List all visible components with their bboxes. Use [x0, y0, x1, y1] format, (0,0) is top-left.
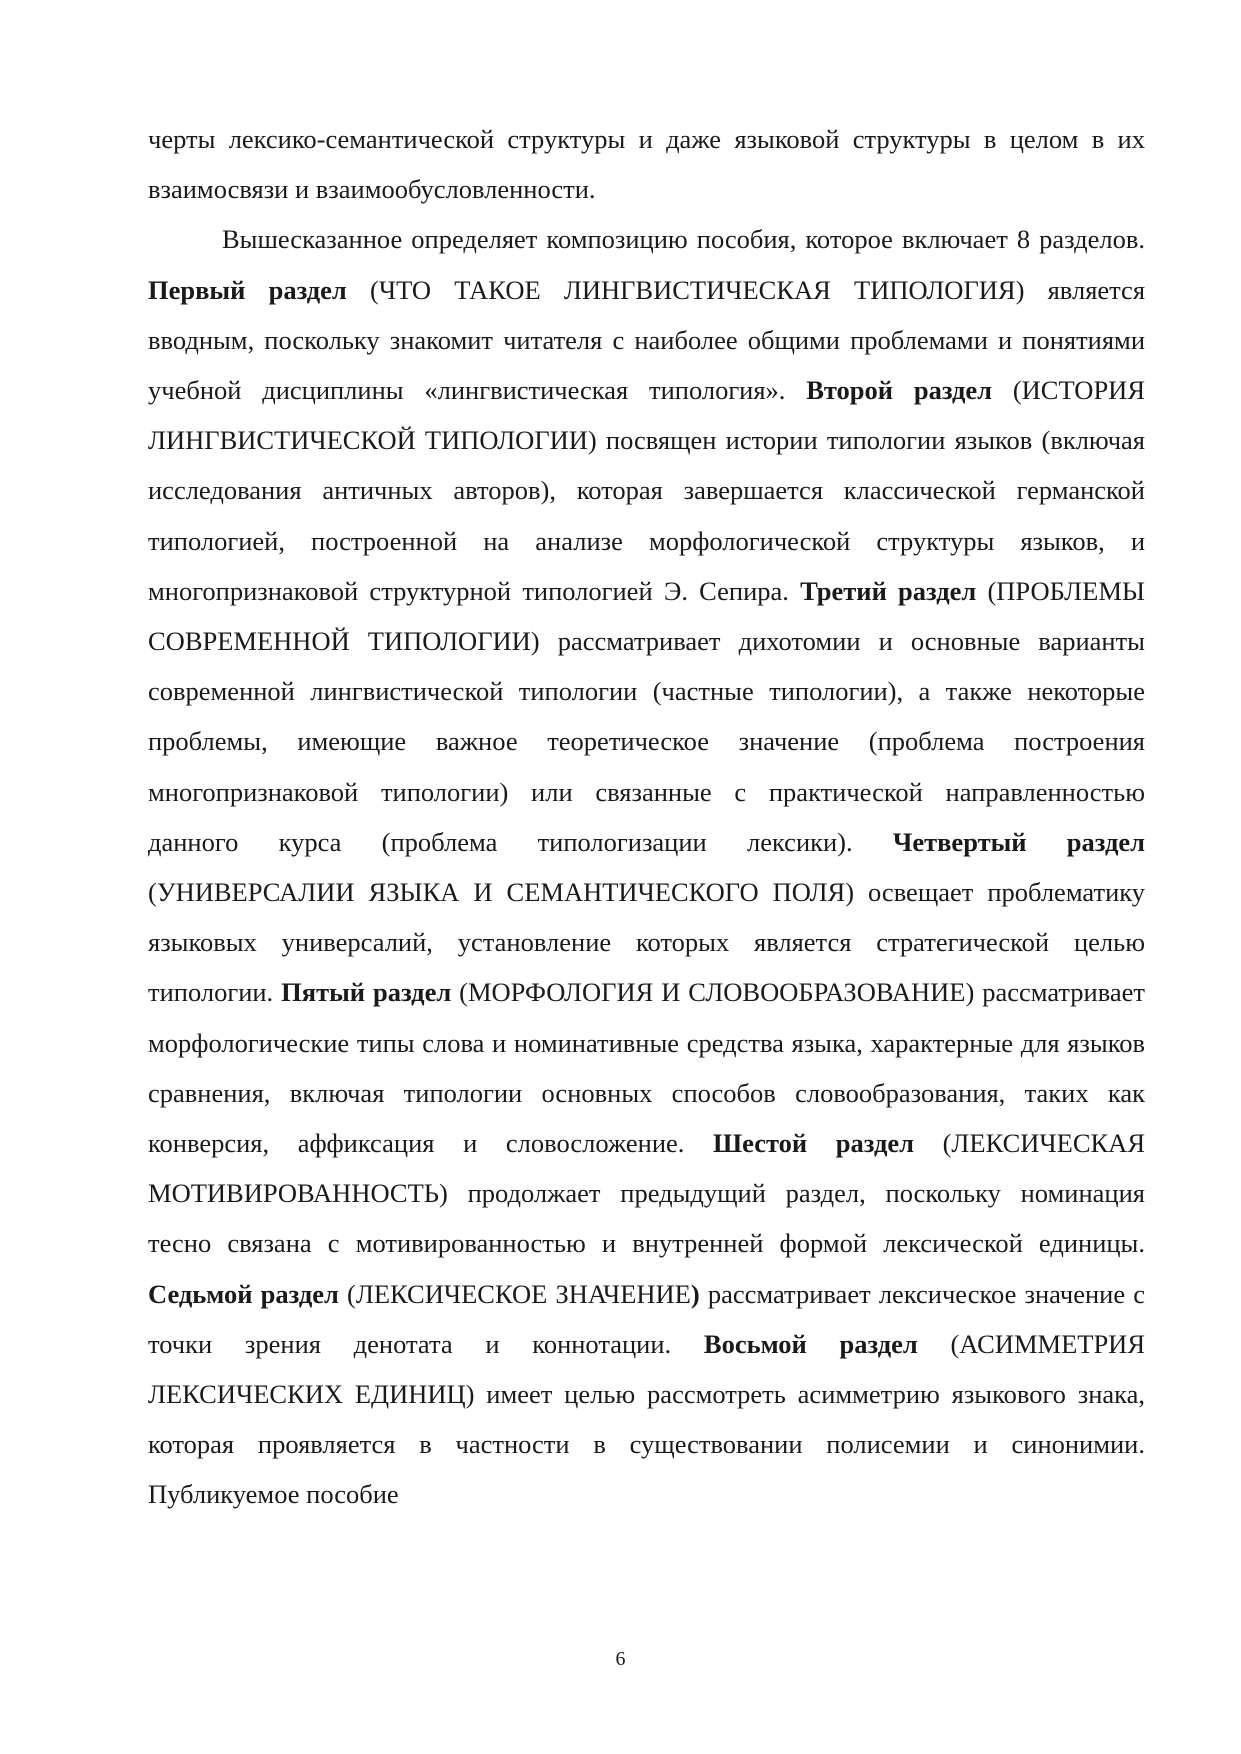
section-7-text-continued: рассматривает лексическое значение с точки зрения денотата и коннотации.	[148, 1278, 1146, 1359]
section-5-label: Пятый раздел	[281, 977, 452, 1008]
section-6-text: (ЛЕКСИЧЕСКАЯ МОТИВИРОВАННОСТЬ) продолжает предыдущий раздел, поскольку номинация тесно связана с мотивированностью и внутренней формой лексической единицы.	[148, 1128, 1145, 1259]
section-2-label: Второй раздел	[806, 375, 993, 406]
section-8-text: (АСИММЕТРИЯ ЛЕКСИЧЕСКИХ ЕДИНИЦ) имеет целью рассмотреть асимметрию языкового знака, которая проявляется в частности в существовании полисемии и синонимии. Публикуемое пособие	[148, 1328, 1145, 1510]
section-3-label: Третий раздел	[800, 575, 977, 606]
section-6-label: Шестой раздел	[713, 1128, 914, 1159]
section-3-text: (ПРОБЛЕМЫ СОВРЕМЕННОЙ ТИПОЛОГИИ) рассматривает дихотомии и основные варианты современной лингвистической типологии (частные типологии), а также некоторые проблемы, имеющие важное теоретическое значение (проблема построения многопризнаковой типологии) или связанные с практической направленностью данного курса (проблема типологизации лексики).	[148, 575, 1146, 857]
section-7-label: Седьмой раздел	[148, 1278, 339, 1309]
section-5-text: (МОРФОЛОГИЯ И СЛОВООБРАЗОВАНИЕ) рассматривает морфологические типы слова и номинативные средства языка, характерные для языков сравнения, включая типологии основных способов словообразования, таких как конверсия, аффиксация и словосложение.	[148, 977, 1146, 1159]
section-4-label: Четвертый раздел	[892, 826, 1145, 857]
section-7-text: (ЛЕКСИЧЕСКОЕ ЗНАЧЕНИЕ	[347, 1278, 691, 1309]
section-8-label: Восьмой раздел	[703, 1328, 918, 1359]
section-4-text: (УНИВЕРСАЛИИ ЯЗЫКА И СЕМАНТИЧЕСКОГО ПОЛЯ) освещает проблематику языковых универсалий, установление которых является стратегической целью типологии.	[148, 877, 1145, 1008]
body-text	[148, 114, 1145, 1520]
section-7-closing-paren: )	[690, 1278, 700, 1309]
page-number: 6	[615, 1648, 626, 1670]
section-1-label: Первый раздел	[148, 274, 347, 305]
paragraph-1: черты лексико-семантической структуры и даже языковой структуры в целом в их взаимосвязи и взаимообусловленности.	[148, 124, 1145, 205]
section-2-text: (ИСТОРИЯ ЛИНГВИСТИЧЕСКОЙ ТИПОЛОГИИ) посвящен истории типологии языков (включая исследования античных авторов), которая завершается классической германской типологией, построенной на анализе морфологической структуры языков, и многопризнаковой структурной типологией Э. Сепира.	[148, 375, 1145, 606]
intro-text: Вышесказанное определяет композицию пособия, которое включает 8 разделов.	[222, 224, 1145, 255]
paragraph-2	[148, 214, 1145, 1519]
section-1-text: (ЧТО ТАКОЕ ЛИНГВИСТИЧЕСКАЯ ТИПОЛОГИЯ) является вводным, поскольку знакомит читателя с наиболее общими проблемами и понятиями учебной дисциплины «лингвистическая типология».	[148, 274, 1146, 406]
